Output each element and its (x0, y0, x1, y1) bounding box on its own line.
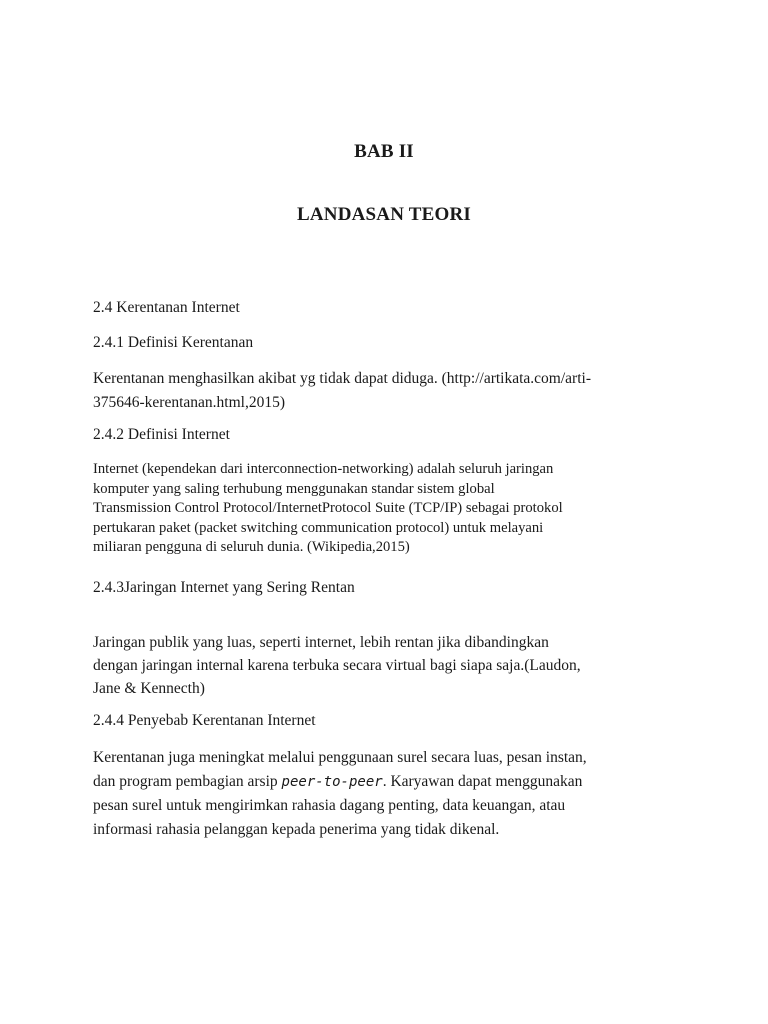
paragraph-line: Internet (kependekan dari interconnection-networking) adalah seluruh jaringan (93, 461, 554, 477)
paragraph-line: pesan surel untuk mengirimkan rahasia dagang penting, data keuangan, atau (93, 797, 566, 814)
section-heading-2-4-2: 2.4.2 Definisi Internet (93, 426, 230, 443)
text-run: dan program pembagian arsip (93, 773, 282, 790)
section-heading-2-4-1: 2.4.1 Definisi Kerentanan (93, 334, 254, 351)
section-heading-2-4-3: 2.4.3Jaringan Internet yang Sering Rentan (93, 579, 355, 596)
paragraph-penyebab-kerentanan (93, 746, 587, 842)
paragraph-definisi-kerentanan (93, 367, 591, 415)
chapter-title: BAB II (354, 141, 414, 162)
paragraph-line: dengan jaringan internal karena terbuka secara virtual bagi siapa saja.(Laudon, (93, 657, 581, 674)
chapter-subtitle: LANDASAN TEORI (296, 204, 471, 225)
paragraph-line: 375646-kerentanan.html,2015) (93, 394, 285, 411)
paragraph-line: Transmission Control Protocol/InternetProtocol Suite (TCP/IP) sebagai protokol (93, 500, 563, 516)
paragraph-line: Jaringan publik yang luas, seperti internet, lebih rentan jika dibandingkan (93, 634, 549, 651)
paragraph-line: komputer yang saling terhubung menggunakan standar sistem global (93, 480, 495, 497)
italic-term: peer-to-peer (281, 774, 383, 790)
paragraph-definisi-internet (93, 460, 563, 558)
text-run: . Karyawan dapat menggunakan (382, 773, 583, 790)
paragraph-line: Kerentanan menghasilkan akibat yg tidak dapat diduga. (http://artikata.com/arti- (93, 370, 591, 387)
paragraph-line: Jane & Kennecth) (93, 680, 205, 697)
paragraph-line: Kerentanan juga meningkat melalui penggunaan surel secara luas, pesan instan, (93, 749, 587, 766)
paragraph-line (93, 770, 587, 794)
paragraph-line: informasi rahasia pelanggan kepada penerima yang tidak dikenal. (93, 821, 500, 838)
paragraph-line: miliaran pengguna di seluruh dunia. (Wikipedia,2015) (93, 539, 410, 555)
section-heading-2-4: 2.4 Kerentanan Internet (93, 299, 240, 316)
paragraph-line: pertukaran paket (packet switching communication protocol) untuk melayani (93, 519, 544, 536)
paragraph-jaringan-rentan (93, 631, 581, 700)
section-heading-2-4-4: 2.4.4 Penyebab Kerentanan Internet (93, 712, 316, 729)
